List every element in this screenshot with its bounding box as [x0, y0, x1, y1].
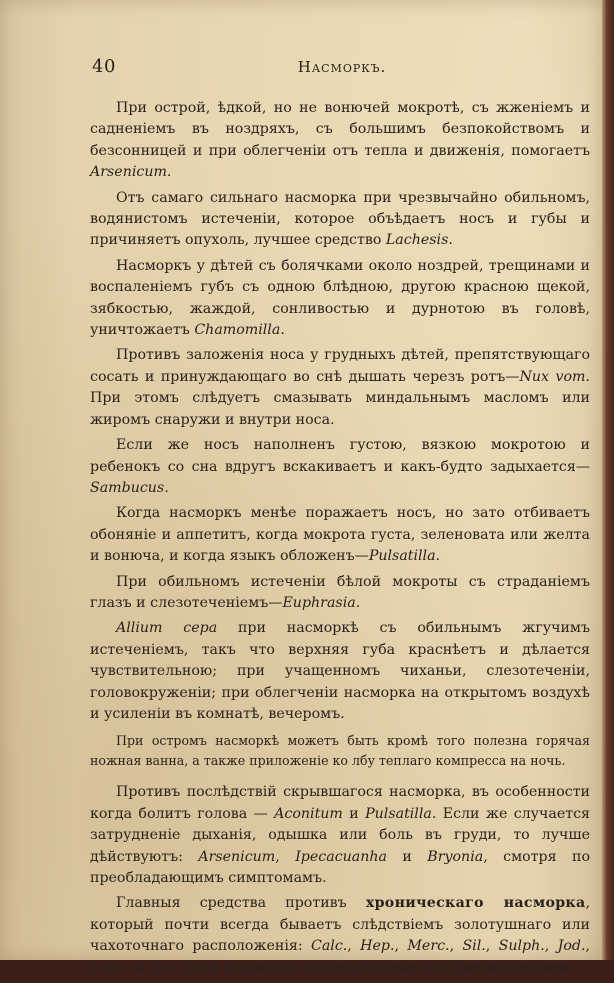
text-run: Если же носъ наполненъ густою, вязкою мокротою и ребенокъ со сна вдругъ вскакиваетъ и какъ-будто задыхается—: [90, 437, 590, 475]
paragraph: [90, 782, 590, 889]
text-run: ,: [449, 938, 463, 955]
text-run: ,: [275, 848, 296, 865]
latin-remedy-name: Nux vom: [519, 368, 586, 385]
latin-remedy-name: Sil.: [462, 938, 486, 955]
text-run: .: [448, 232, 453, 249]
latin-remedy-name: Calc.: [310, 938, 348, 955]
latin-remedy-name: Bryonia: [427, 848, 484, 865]
emphasized-term: хроническаго насморка: [365, 895, 586, 912]
text-run: . При этомъ слѣдуетъ смазывать миндальнымъ масломъ или жиромъ снаружи и внутри носа.: [90, 368, 591, 428]
latin-remedy-name: Pulsatilla: [368, 548, 436, 565]
paragraph: [90, 503, 590, 567]
page-header: [92, 56, 592, 80]
text-run: ,: [347, 938, 361, 955]
paragraph: [90, 893, 590, 979]
latin-remedy-name: Chamomilla: [194, 322, 281, 339]
latin-remedy-name: Euphrasia: [282, 594, 356, 611]
latin-remedy-name: Aconitum: [274, 805, 343, 822]
text-run: При острой, ѣдкой, но не вонючей мокротѣ, съ жженіемъ и садненіемъ въ ноздряхъ, съ большимъ безпокойствомъ и безсонницей и при облегченіи отъ тепла и движенія, помогаетъ: [90, 100, 590, 159]
text-run: . Если же случается затрудненіе дыханія, одышка или боль въ груди, то лучше дѣйствуютъ:: [90, 805, 591, 865]
text-run: и: [386, 848, 428, 865]
paragraph: [90, 188, 590, 252]
latin-remedy-name: Puls.: [90, 959, 126, 976]
text-run: Насморкъ у дѣтей съ болячками около ноздрей, трещинами и воспаленіемъ губъ съ одною блѣдною, другою красною щекой, зябкостью, жаждой, сонливостью и дурнотою въ головѣ, уничтожаетъ: [90, 257, 590, 339]
text-run: Главныя средства противъ: [116, 895, 366, 912]
paragraph: [90, 256, 590, 342]
paragraph: [90, 435, 590, 499]
text-run: , смотря по преобладающимъ симптомамъ.: [90, 848, 590, 886]
page-number: 40: [92, 56, 116, 77]
book-spine-edge: [602, 0, 614, 960]
latin-remedy-name: Arsenicum: [198, 848, 276, 865]
text-run: При обильномъ истеченіи бѣлой мокроты съ страданіемъ глазъ и слезотеченіемъ—: [90, 573, 590, 611]
paragraph: [90, 572, 590, 615]
latin-remedy-name: Pulsatilla: [365, 805, 432, 822]
latin-remedy-name: Allium cepa: [116, 620, 218, 637]
latin-remedy-name: Lachesis: [385, 232, 449, 249]
paragraph: [90, 98, 590, 184]
text-run: .: [280, 322, 285, 339]
text-run: Когда насморкъ менѣе поражаетъ носъ, но зато отбиваетъ обоняніе и аппетитъ, когда мокрота густа, зеленовата или желта и вонюча, и когда языкъ обложенъ—: [90, 505, 590, 565]
text-run: ,: [394, 938, 408, 955]
small-print-note: [90, 731, 590, 770]
text-run: .: [166, 164, 172, 181]
text-run: Противъ послѣдствій скрывшагося насморка, въ особенности когда болитъ голова —: [90, 784, 590, 822]
text-run: .: [435, 548, 441, 565]
latin-remedy-name: Sambucus: [90, 479, 165, 496]
text-run: ,: [585, 938, 590, 955]
latin-remedy-name: Ipecacuanha: [295, 848, 387, 865]
text-run: , и: [125, 959, 149, 976]
text-run: Противъ заложенія носа у грудныхъ дѣтей, препятствующаго сосать и принуждающаго во снѣ дышать черезъ ротъ—: [90, 347, 590, 385]
text-run: .: [355, 594, 361, 611]
text-run: ,: [544, 938, 558, 955]
text-run: при насморкѣ съ обильнымъ жгучимъ истеченіемъ, такъ что верхняя губа краснѣетъ и дѣлается чувствительною; при учащенномъ чиханьи, слезотеченіи, головокруженіи; при облегченіи насморка на открытомъ воздухѣ и усиленіи въ комнатѣ, вечеромъ.: [90, 620, 590, 722]
page-body: [90, 98, 590, 983]
text-run: ,: [485, 938, 499, 955]
latin-remedy-name: Aur: [148, 959, 175, 976]
text-run: , который почти всегда бываетъ слѣдствіемъ золотушнаго или чахоточнаго расположенія:: [90, 895, 590, 955]
running-title: Насморкъ.: [297, 58, 387, 76]
latin-remedy-name: Sulph.: [498, 938, 545, 955]
paragraph: [90, 618, 590, 725]
text-run: и: [342, 805, 366, 822]
latin-remedy-name: Arsenicum: [90, 164, 167, 181]
latin-remedy-name: Hep.: [360, 938, 395, 955]
paragraph: [90, 345, 590, 431]
text-run: Отъ самаго сильнаго насморка при чрезвычайно обильномъ, водянистомъ истеченіи, которое объѣдаетъ носъ и губы и причиняетъ опухоль, лучшее средство: [90, 189, 590, 249]
latin-remedy-name: Jod.: [557, 938, 586, 955]
text-run: . Если насморкъ сосредоточивается преимуществен-: [174, 959, 574, 976]
latin-remedy-name: Merc.: [407, 938, 450, 955]
text-run: .: [164, 479, 169, 496]
text-run: При остромъ насморкѣ можетъ быть кромѣ того полезна горячая ножная ванна, а также приложеніе ко лбу теплаго компресса на ночь.: [90, 733, 590, 768]
